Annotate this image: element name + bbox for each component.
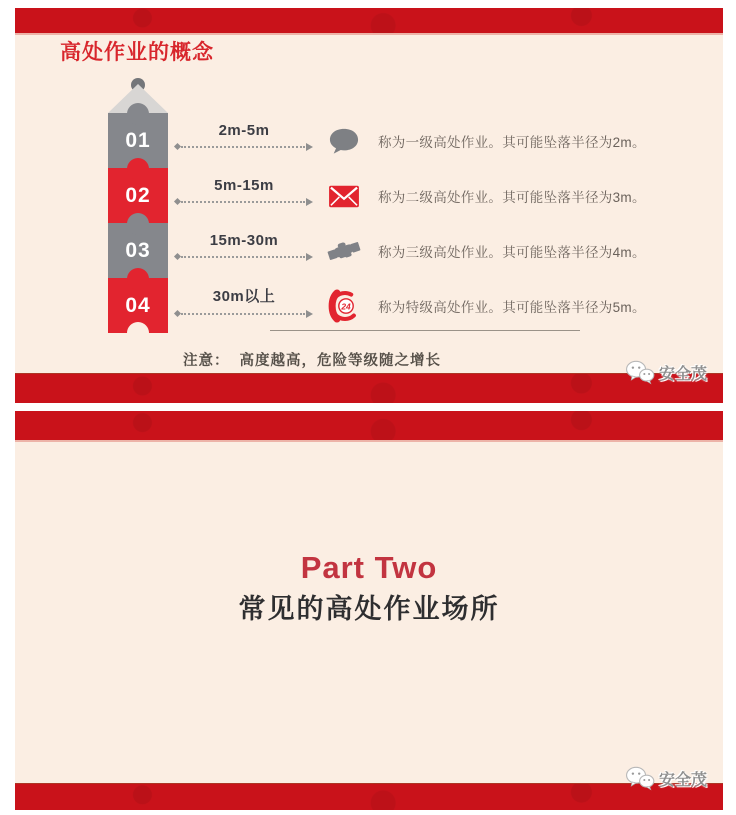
arrow-dotted-line — [181, 256, 305, 258]
slide2-title: 常见的高处作业场所 — [238, 594, 500, 624]
connector-arrow — [175, 177, 313, 206]
slide1-top-red-bar — [15, 8, 723, 35]
arrow-head-icon — [306, 253, 313, 261]
note-text — [183, 349, 441, 370]
arrow-start-dot — [174, 143, 181, 150]
slide1-title: 高处作业的概念 — [60, 41, 214, 64]
level-description: 称为二级高处作业。其可能坠落半径为3m。 — [378, 189, 646, 205]
phone-24-badge: 24 — [341, 300, 351, 311]
speech-bubble-icon — [325, 122, 363, 160]
arrow-start-dot — [174, 198, 181, 205]
watermark-text: 安全茂 — [658, 771, 707, 789]
connector-arrow — [175, 232, 313, 261]
note-label: 注意： — [183, 353, 230, 369]
level-row-3 — [175, 223, 710, 278]
height-range-label: 5m-15m — [214, 177, 274, 194]
puzzle-block-04 — [108, 278, 168, 333]
block-number: 01 — [125, 128, 151, 152]
dashed-arrow-line — [175, 252, 313, 261]
arrow-dotted-line — [181, 146, 305, 148]
block-number: 03 — [125, 238, 151, 262]
block-number: 04 — [125, 293, 151, 317]
arrow-head-icon — [306, 198, 313, 206]
level-row-2 — [175, 168, 710, 223]
handshake-icon — [325, 232, 363, 270]
wechat-icon — [625, 765, 655, 791]
part-two-label: Part Two — [300, 550, 438, 585]
slide1-bottom-red-bar — [15, 373, 723, 403]
height-range-label: 15m-30m — [209, 232, 279, 249]
dashed-arrow-line — [175, 197, 313, 206]
arrow-dotted-line — [181, 201, 305, 203]
slide-2-part-two-cover[interactable] — [15, 411, 723, 810]
watermark — [625, 765, 707, 791]
height-range-label: 30m以上 — [212, 288, 276, 305]
height-range-label: 2m-5m — [218, 122, 270, 139]
arrow-start-dot — [174, 310, 181, 317]
envelope-icon — [325, 177, 363, 215]
level-description: 称为特级高处作业。其可能坠落半径为5m。 — [378, 299, 646, 315]
level-description: 称为三级高处作业。其可能坠落半径为4m。 — [378, 244, 646, 260]
watermark-text: 安全茂 — [658, 365, 707, 383]
slide2-bottom-red-bar — [15, 783, 723, 810]
arrow-dotted-line — [181, 313, 305, 315]
phone-24-icon — [325, 287, 363, 325]
slide2-top-red-bar — [15, 411, 723, 442]
block-number: 02 — [125, 183, 151, 207]
watermark — [625, 359, 707, 385]
connector-arrow — [175, 122, 313, 151]
arrow-start-dot — [174, 253, 181, 260]
note-body: 高度越高，危险等级随之增长 — [239, 353, 441, 369]
bottom-separator-line — [270, 330, 580, 331]
dashed-arrow-line — [175, 142, 313, 151]
arrow-head-icon — [306, 143, 313, 151]
dashed-arrow-line — [175, 309, 313, 318]
level-row-1 — [175, 113, 710, 168]
level-description: 称为一级高处作业。其可能坠落半径为2m。 — [378, 134, 646, 150]
wechat-icon — [625, 359, 655, 385]
connector-arrow — [175, 285, 313, 318]
arrow-head-icon — [306, 310, 313, 318]
slide-1-work-at-height-concept[interactable] — [15, 8, 723, 403]
level-row-4 — [175, 278, 710, 333]
